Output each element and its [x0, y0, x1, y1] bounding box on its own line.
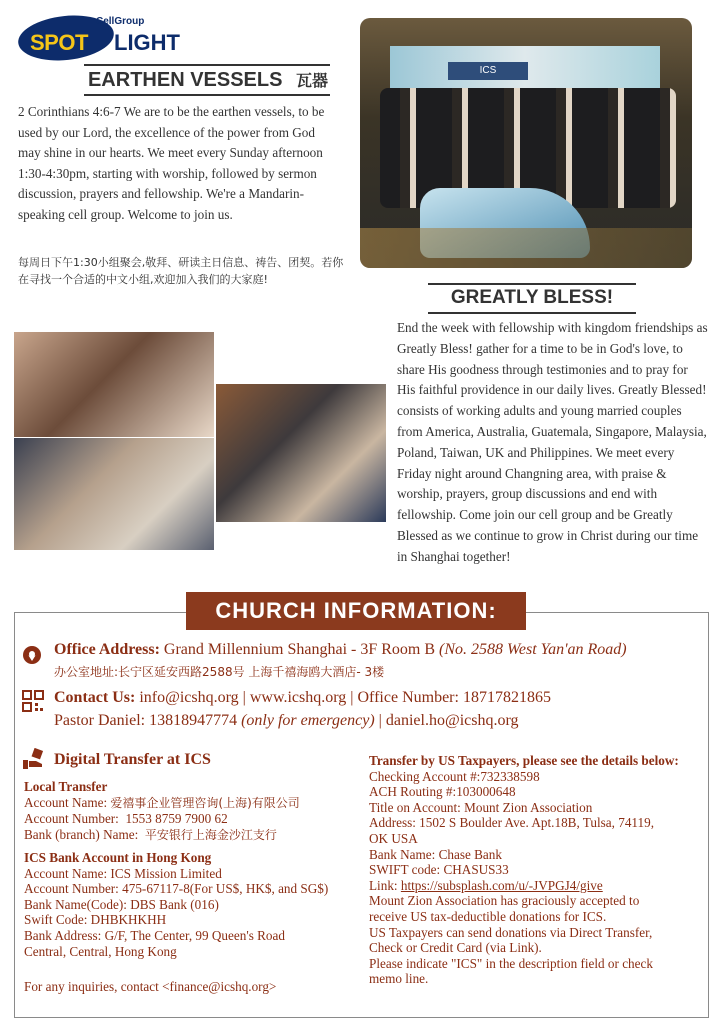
us-link-label: Link: — [369, 877, 398, 893]
local-heading — [24, 779, 364, 795]
hk-line: Account Number: 475-67117-8(For US$, HK$, and SG$) — [24, 881, 329, 897]
title-rule-top — [84, 64, 330, 66]
earthen-title — [78, 68, 338, 92]
us-line: memo line. — [369, 971, 429, 987]
bless-rule-bottom — [428, 312, 636, 314]
local-transfer-block — [24, 779, 364, 843]
local-account-number — [24, 811, 364, 827]
hk-line: Bank Name(Code): DBS Bank (016) — [24, 896, 219, 912]
bless-title: GREATLY BLESS! — [450, 287, 614, 308]
pastor-line — [54, 711, 714, 731]
logo-spot-text: SPOT — [30, 30, 88, 55]
local-heading-text: Local Transfer — [24, 779, 108, 794]
earthen-body: 2 Corinthians 4:6-7 We are to be the earthen vessels, to be used by our Lord, the excellence of the power from God may shine in our hearts. We meet every Sunday afternoon 1:30-4:30pm, starting with worship, followed by sermon discussion, prayers and fellowship. We're a Mandarin-speaking cell group. Welcome to join us. — [18, 104, 325, 222]
qr-code-icon — [22, 690, 44, 712]
local-account-name — [24, 795, 364, 812]
us-transfer-block — [369, 753, 709, 987]
us-heading — [369, 753, 709, 769]
us-line: Please indicate "ICS" in the description field or check — [369, 955, 653, 971]
earthen-title-text: EARTHEN VESSELS — [87, 69, 283, 91]
us-line: Title on Account: Mount Zion Association — [369, 799, 593, 815]
finance-inquiry: For any inquiries, contact <finance@icshq.org> — [24, 979, 277, 994]
us-line: Bank Name: Chase Bank — [369, 846, 502, 862]
earthen-body-cn: 每周日下午1:30小组聚会,敬拜、研读主日信息、祷告、团契。若你在寻找一个合适的中文小组,欢迎加入我们的大家庭! — [18, 256, 344, 286]
us-line: Checking Account #:732338598 — [369, 768, 540, 784]
local-bank-label: Bank (branch) Name: — [24, 826, 139, 842]
local-account-name-label: Account Name: — [24, 794, 108, 810]
pastor-paren: (only for emergency) — [241, 712, 375, 729]
earthen-group-photo — [360, 18, 692, 268]
hk-line: Central, Central, Hong Kong — [24, 943, 177, 959]
hk-heading-text: ICS Bank Account in Hong Kong — [24, 850, 212, 865]
bless-photo-collage-right — [216, 384, 386, 522]
us-line: ACH Routing #:103000648 — [369, 784, 516, 800]
local-account-name-value: 爱禧事企业管理咨询(上海)有限公司 — [110, 795, 300, 810]
local-bank — [24, 827, 364, 844]
logo-light-text: LIGHT — [114, 30, 180, 55]
office-address-cn: 办公室地址:长宁区延安西路2588号 上海千禧海鸥大酒店- 3楼 — [54, 665, 385, 679]
us-line: receive US tax-deductible donations for ICS. — [369, 908, 607, 924]
bless-rule-top — [428, 283, 636, 285]
logo-cellgroup-text: CellGroup — [96, 16, 145, 27]
office-paren: (No. 2588 West Yan'an Road) — [439, 641, 627, 658]
contact-label: Contact Us: — [54, 689, 136, 706]
contact-value[interactable]: info@icshq.org | www.icshq.org | Office Number: 18717821865 — [139, 689, 551, 706]
us-heading-text: Transfer by US Taxpayers, please see the details below: — [369, 753, 679, 768]
location-pin-icon — [22, 645, 42, 665]
title-rule-bottom — [84, 94, 330, 96]
pastor-value: Pastor Daniel: 13818947774 — [54, 712, 238, 729]
collage-photo-2 — [14, 438, 214, 550]
us-line: Address: 1502 S Boulder Ave. Apt.18B, Tulsa, 74119, — [369, 815, 655, 831]
local-account-number-value: 1553 8759 7900 62 — [125, 811, 228, 827]
hk-line: Account Name: ICS Mission Limited — [24, 865, 222, 881]
office-address-line — [54, 640, 714, 660]
office-label: Office Address: — [54, 641, 160, 658]
photo-banner: ICS — [448, 62, 528, 80]
local-bank-value: 平安银行上海金沙江支行 — [144, 827, 277, 842]
donate-hand-icon — [22, 748, 44, 770]
us-line: Check or Credit Card (via Link). — [369, 940, 542, 956]
digital-transfer-title: Digital Transfer at ICS — [54, 751, 211, 768]
pastor-email[interactable]: | daniel.ho@icshq.org — [378, 712, 519, 729]
hk-line: Swift Code: DHBKHKHH — [24, 912, 167, 928]
bless-photo-collage-left — [14, 332, 214, 550]
cellgroup-spotlight-logo — [18, 12, 180, 64]
hk-account-block — [24, 850, 369, 959]
give-link[interactable]: https://subsplash.com/u/-JVPGJ4/give — [400, 877, 603, 893]
church-info-banner: CHURCH INFORMATION: — [186, 592, 526, 630]
us-line: SWIFT code: CHASUS33 — [369, 862, 509, 878]
local-account-number-label: Account Number: — [24, 811, 119, 827]
us-link-line — [369, 878, 709, 894]
bless-body: End the week with fellowship with kingdom friendships as Greatly Bless! gather for a time to be in God's love, to share His goodness through testimonies and to pray for His faithful providence in our daily lives. Greatly Blessed! consists of working adults and young married couples from America, Australia, Guatemala, Singapore, Malaysia, Poland, Taiwan, UK and Philippines. We meet every Friday night around Changning area, with praise & worship, prayers, group discussions and end with fellowship. Come join our cell group and be Greatly Blessed as we continue to grow in Christ during our time in Shanghai together! — [397, 320, 708, 564]
collage-photo-1 — [14, 332, 214, 437]
contact-line — [54, 688, 714, 708]
us-line: OK USA — [369, 830, 418, 846]
earthen-title-cn: 瓦器 — [296, 71, 329, 90]
us-line: US Taxpayers can send donations via Direct Transfer, — [369, 924, 653, 940]
photo-floor — [360, 228, 692, 268]
hk-heading — [24, 850, 369, 866]
us-line: Mount Zion Association has graciously accepted to — [369, 893, 640, 909]
office-value: Grand Millennium Shanghai - 3F Room B — [163, 641, 436, 658]
hk-line: Bank Address: G/F, The Center, 99 Queen's Road — [24, 927, 285, 943]
